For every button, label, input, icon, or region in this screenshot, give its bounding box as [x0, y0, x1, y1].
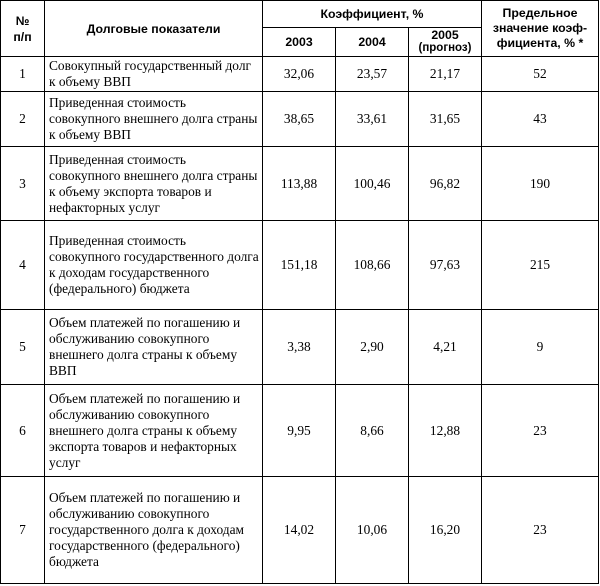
table-row — [1, 57, 599, 92]
header-limit — [482, 1, 599, 57]
row-2003: 32,06 — [263, 57, 336, 92]
table-body — [1, 57, 599, 584]
row-2005: 16,20 — [409, 477, 482, 584]
table-row — [1, 477, 599, 584]
row-limit: 23 — [482, 385, 599, 477]
row-2005: 31,65 — [409, 92, 482, 147]
row-2005: 4,21 — [409, 310, 482, 385]
table-row — [1, 92, 599, 147]
row-limit: 9 — [482, 310, 599, 385]
table-row — [1, 310, 599, 385]
row-2005: 97,63 — [409, 221, 482, 310]
row-limit: 190 — [482, 147, 599, 221]
row-2003: 151,18 — [263, 221, 336, 310]
row-2003: 38,65 — [263, 92, 336, 147]
row-num: 5 — [1, 310, 45, 385]
row-2005: 96,82 — [409, 147, 482, 221]
row-2004: 108,66 — [336, 221, 409, 310]
header-num — [1, 1, 45, 57]
header-2004: 2004 — [336, 28, 409, 57]
row-limit: 23 — [482, 477, 599, 584]
row-limit: 52 — [482, 57, 599, 92]
table-header — [1, 1, 599, 57]
row-2003: 3,38 — [263, 310, 336, 385]
row-num: 2 — [1, 92, 45, 147]
row-limit: 215 — [482, 221, 599, 310]
row-2003: 9,95 — [263, 385, 336, 477]
row-2005: 12,88 — [409, 385, 482, 477]
table-row — [1, 221, 599, 310]
row-desc: Объем платежей по погашению и обслуживанию совокупного внешнего долга страны к объему ВВП — [45, 310, 263, 385]
row-desc: Приведенная стоимость совокупного государственного долга к доходам государственного (федерального) бюджета — [45, 221, 263, 310]
row-2004: 33,61 — [336, 92, 409, 147]
header-name: Долговые показатели — [45, 1, 263, 57]
row-num: 7 — [1, 477, 45, 584]
header-limit-text: Предельное значение коэф-фициента, % * — [492, 6, 588, 50]
row-desc: Объем платежей по погашению и обслуживанию совокупного государственного долга к доходам государственного (федерального) бюджета — [45, 477, 263, 584]
header-num-text: № п/п — [13, 13, 32, 44]
header-2005-year: 2005 — [431, 28, 459, 42]
row-2004: 100,46 — [336, 147, 409, 221]
header-2005 — [409, 28, 482, 57]
row-desc: Приведенная стоимость совокупного внешнего долга страны к объему экспорта товаров и нефакторных услуг — [45, 147, 263, 221]
table-row — [1, 147, 599, 221]
row-limit: 43 — [482, 92, 599, 147]
header-2005-note: (прогноз) — [418, 42, 472, 54]
header-2003: 2003 — [263, 28, 336, 57]
row-2004: 10,06 — [336, 477, 409, 584]
row-2003: 14,02 — [263, 477, 336, 584]
row-desc: Приведенная стоимость совокупного внешнего долга страны к объему ВВП — [45, 92, 263, 147]
row-desc: Совокупный государственный долг к объему ВВП — [45, 57, 263, 92]
table-row — [1, 385, 599, 477]
row-num: 6 — [1, 385, 45, 477]
row-num: 4 — [1, 221, 45, 310]
row-2005: 21,17 — [409, 57, 482, 92]
row-2003: 113,88 — [263, 147, 336, 221]
row-num: 1 — [1, 57, 45, 92]
row-num: 3 — [1, 147, 45, 221]
row-2004: 8,66 — [336, 385, 409, 477]
row-2004: 23,57 — [336, 57, 409, 92]
row-desc: Объем платежей по погашению и обслуживанию совокупного внешнего долга страны к объему экспорта товаров и нефакторных услуг — [45, 385, 263, 477]
row-2004: 2,90 — [336, 310, 409, 385]
header-coef: Коэффициент, % — [263, 1, 482, 28]
